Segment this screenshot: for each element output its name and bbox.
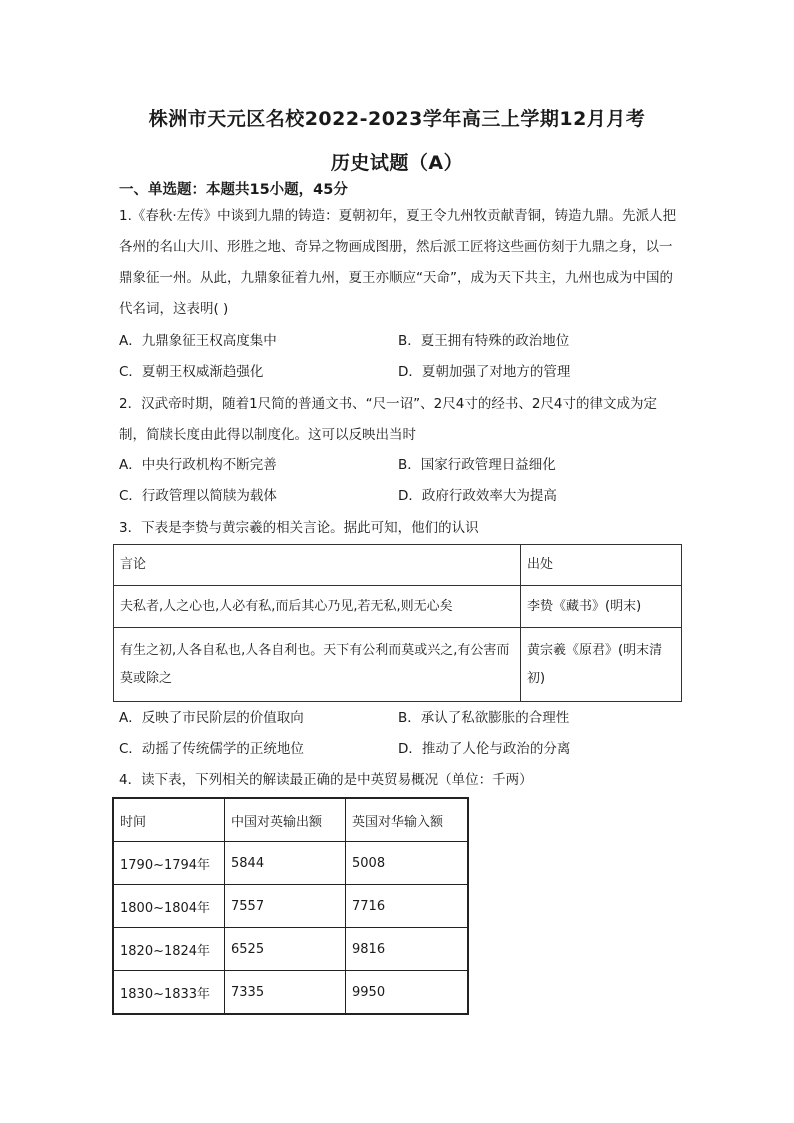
trade-table xyxy=(112,797,469,1015)
table-header-row xyxy=(113,798,468,842)
quote-table xyxy=(113,544,682,702)
table-row xyxy=(114,628,682,702)
table-cell: 9950 xyxy=(346,971,469,1015)
table-row xyxy=(113,928,468,971)
section-heading: 一、单选题：本题共15小题，45分 xyxy=(119,182,348,198)
table-cell: 黄宗羲《原君》(明末清初) xyxy=(521,628,682,702)
q2-option-c: C．行政管理以简牍为载体 xyxy=(119,488,277,504)
table-cell: 7335 xyxy=(225,971,346,1015)
question-4-stem: 4．读下表，下列相关的解读最正确的是中英贸易概况（单位：千两） xyxy=(119,772,533,788)
q1-option-b: B．夏王拥有特殊的政治地位 xyxy=(398,333,570,349)
table-cell: 9816 xyxy=(346,928,469,971)
table-cell: 7716 xyxy=(346,885,469,928)
question-2-stem: 2．汉武帝时期，随着1尺简的普通文书、“尺一诏”、2尺4寸的经书、2尺4寸的律文成为定制，简牍长度由此得以制度化。这可以反映出当时 xyxy=(119,396,658,443)
q1-option-c: C．夏朝王权威渐趋强化 xyxy=(119,364,264,380)
q1-option-d: D．夏朝加强了对地方的管理 xyxy=(398,364,571,380)
table-header-cell: 英国对华输入额 xyxy=(346,798,469,842)
table-row xyxy=(113,885,468,928)
table-cell: 1820~1824年 xyxy=(113,928,225,971)
q3-option-b: B．承认了私欲膨胀的合理性 xyxy=(398,710,570,726)
q3-option-c: C．动摇了传统儒学的正统地位 xyxy=(119,741,304,757)
table-cell: 1800~1804年 xyxy=(113,885,225,928)
table-cell: 1790~1794年 xyxy=(113,842,225,885)
table-row xyxy=(113,842,468,885)
table-cell: 李贽《藏书》(明末) xyxy=(521,586,682,628)
table-header-cell: 言论 xyxy=(114,545,521,586)
exam-subtitle: 历史试题（A） xyxy=(330,152,464,174)
q2-option-b: B．国家行政管理日益细化 xyxy=(398,457,556,473)
q2-option-a: A．中央行政机构不断完善 xyxy=(119,457,277,473)
question-3-stem: 3．下表是李贽与黄宗羲的相关言论。据此可知，他们的认识 xyxy=(119,520,479,536)
table-row xyxy=(113,971,468,1015)
table-cell: 夫私者,人之心也,人必有私,而后其心乃见,若无私,则无心矣 xyxy=(114,586,521,628)
q3-option-d: D．推动了人伦与政治的分离 xyxy=(398,741,571,757)
exam-title: 株洲市天元区名校2022-2023学年高三上学期12月月考 xyxy=(148,108,646,130)
table-cell: 5008 xyxy=(346,842,469,885)
table-cell: 6525 xyxy=(225,928,346,971)
table-header-cell: 中国对英输出额 xyxy=(225,798,346,842)
question-1-stem: 1.《春秋·左传》中谈到九鼎的铸造：夏朝初年，夏王令九州牧贡献青铜，铸造九鼎。先派人把各州的名山大川、形胜之地、奇异之物画成图册，然后派工匠将这些画仿刻于九鼎之身，以一鼎象征一州。从此，九鼎象征着九州，夏王亦顺应“天命”，成为天下共主，九州也成为中国的代名词，这表明( ) xyxy=(119,208,677,317)
table-row xyxy=(114,586,682,628)
table-header-row xyxy=(114,545,682,586)
q3-option-a: A．反映了市民阶层的价值取向 xyxy=(119,710,304,726)
table-header-cell: 出处 xyxy=(521,545,682,586)
table-cell: 5844 xyxy=(225,842,346,885)
q1-option-a: A．九鼎象征王权高度集中 xyxy=(119,333,277,349)
table-header-cell: 时间 xyxy=(113,798,225,842)
table-cell: 1830~1833年 xyxy=(113,971,225,1015)
q2-option-d: D．政府行政效率大为提高 xyxy=(398,488,557,504)
table-cell: 有生之初,人各自私也,人各自利也。天下有公利而莫或兴之,有公害而莫或除之 xyxy=(114,628,521,702)
table-cell: 7557 xyxy=(225,885,346,928)
